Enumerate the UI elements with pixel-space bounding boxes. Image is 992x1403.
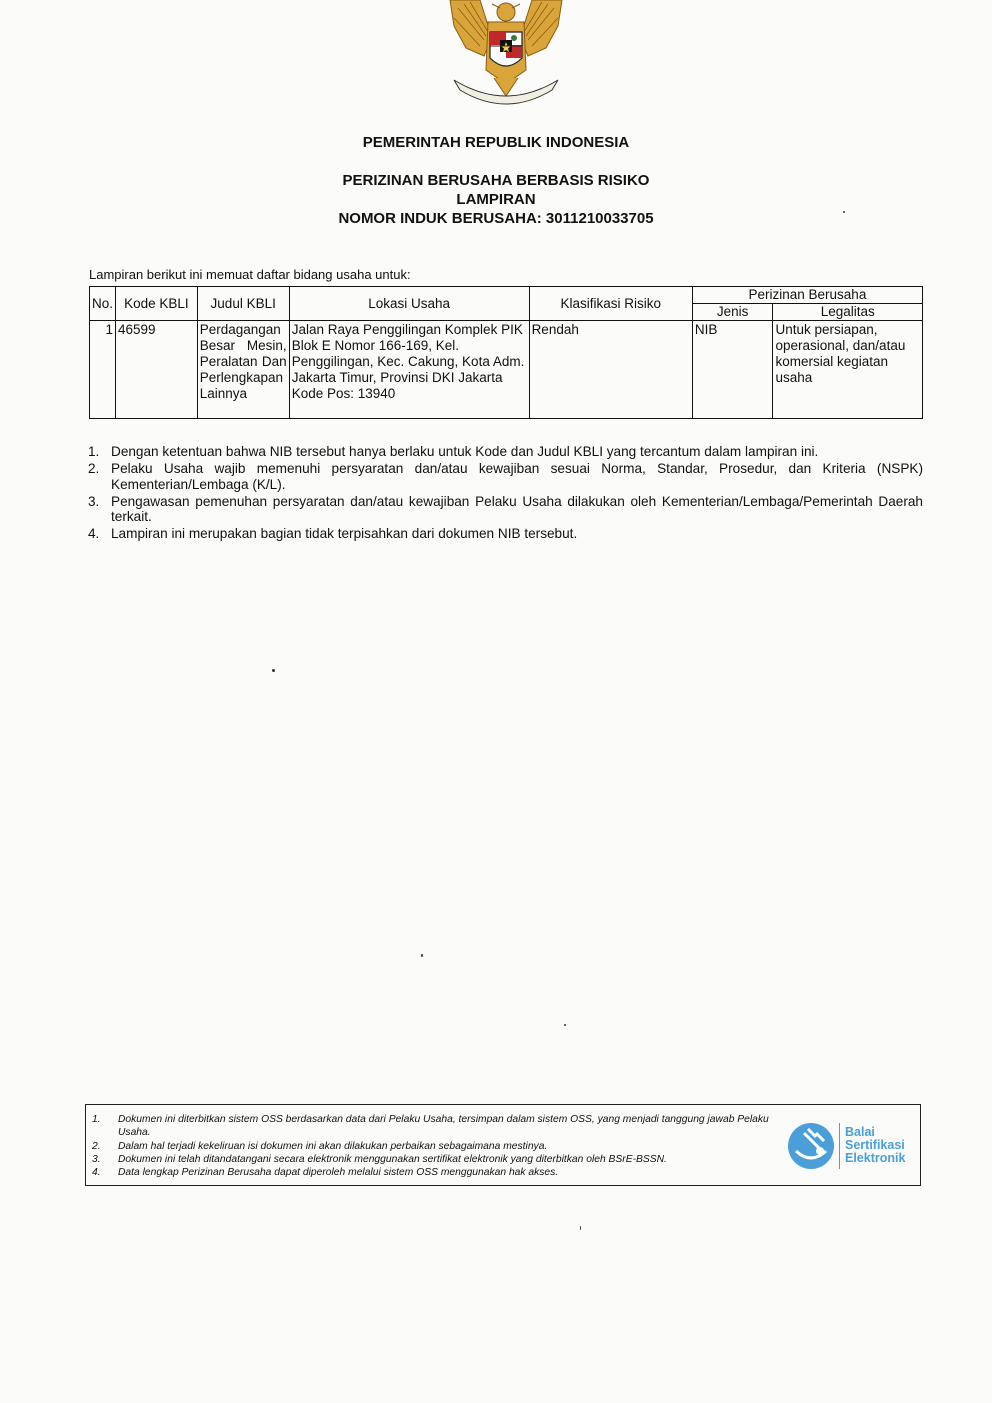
- note-number: 2.: [88, 461, 100, 476]
- cell-kode-kbli: 46599: [116, 321, 198, 419]
- bsre-logo-text: [845, 1126, 905, 1165]
- footer-disclaimer-box: [85, 1104, 921, 1186]
- header-perizinan-berusaha: Perizinan Berusaha: [692, 287, 922, 304]
- disclaimer-text: Dokumen ini telah ditandatangani secara elektronik menggunakan sertifikat elektronik yang diterbitkan oleh BSrE-BSSN.: [118, 1153, 667, 1165]
- kbli-table: [89, 286, 923, 419]
- garuda-pancasila-emblem: [440, 0, 572, 112]
- note-text: Pengawasan pemenuhan persyaratan dan/atau kewajiban Pelaku Usaha dilakukan oleh Kementerian/Lembaga/Pemerintah Daerah terkait.: [111, 493, 923, 524]
- scan-speck: [421, 954, 423, 957]
- disclaimer-number: 4.: [92, 1167, 101, 1179]
- header-klasifikasi-risiko: Klasifikasi Risiko: [529, 287, 692, 321]
- disclaimer-number: 1.: [92, 1114, 101, 1125]
- header-jenis: Jenis: [692, 304, 773, 321]
- note-number: 4.: [88, 526, 100, 541]
- bsre-line-2: Sertifikasi: [845, 1138, 905, 1152]
- disclaimer-text: Dalam hal terjadi kekeliruan isi dokumen ini akan dilakukan perbaikan sebagaimana mestinya.: [118, 1140, 548, 1152]
- note-text: Pelaku Usaha wajib memenuhi persyaratan dan/atau kewajiban sesuai Norma, Standar, Prosedur, dan Kriteria (NSPK) Kementerian/Lembaga (K/L).: [111, 461, 923, 492]
- list-item: [92, 1153, 782, 1166]
- header-lokasi-usaha: Lokasi Usaha: [289, 287, 529, 321]
- list-item: [88, 526, 923, 542]
- list-item: [92, 1113, 782, 1140]
- note-number: 1.: [88, 444, 100, 459]
- note-text: Lampiran ini merupakan bagian tidak terpisahkan dari dokumen NIB tersebut.: [111, 526, 578, 541]
- cell-no: 1: [90, 321, 116, 419]
- bsre-line-1: Balai: [845, 1125, 875, 1139]
- lokasi-kode-pos: Kode Pos: 13940: [291, 386, 396, 401]
- list-item: [88, 444, 923, 460]
- header-legalitas: Legalitas: [773, 304, 923, 321]
- cell-jenis: NIB: [692, 321, 773, 419]
- list-item: [92, 1140, 782, 1153]
- disclaimer-list: [92, 1113, 782, 1179]
- nib-number: NOMOR INDUK BERUSAHA: 3011210033705: [338, 210, 654, 227]
- list-item: [88, 494, 923, 525]
- table-intro: Lampiran berikut ini memuat daftar bidang usaha untuk:: [89, 267, 411, 282]
- scan-speck: [564, 1024, 566, 1026]
- cell-judul-kbli: Perdagangan Besar Mesin, Peralatan Dan Perlengkapan Lainnya: [197, 321, 289, 419]
- scan-speck: [580, 1226, 581, 1230]
- bsre-line-3: Elektronik: [845, 1151, 906, 1165]
- disclaimer-number: 3.: [92, 1153, 101, 1165]
- list-item: [88, 461, 923, 492]
- scan-speck: [272, 669, 275, 672]
- scan-speck: [843, 211, 845, 213]
- cell-lokasi-usaha: [289, 321, 529, 419]
- government-title: PEMERINTAH REPUBLIK INDONESIA: [362, 134, 630, 151]
- disclaimer-number: 2.: [92, 1140, 101, 1152]
- note-number: 3.: [88, 493, 100, 509]
- disclaimer-text: Data lengkap Perizinan Berusaha dapat diperoleh melalui sistem OSS menggunakan hak akses.: [118, 1167, 559, 1179]
- bsre-emblem-icon: [786, 1121, 836, 1171]
- bsre-divider: [839, 1123, 840, 1169]
- header-kode-kbli: Kode KBLI: [116, 287, 198, 321]
- document-subtitle: LAMPIRAN: [456, 191, 536, 208]
- header-judul-kbli: Judul KBLI: [197, 287, 289, 321]
- header-no: No.: [90, 287, 116, 321]
- bsre-logo: [786, 1119, 918, 1175]
- cell-legalitas: Untuk persiapan, operasional, dan/atau komersial kegiatan usaha: [773, 321, 923, 419]
- note-text: Dengan ketentuan bahwa NIB tersebut hanya berlaku untuk Kode dan Judul KBLI yang tercantum dalam lampiran ini.: [111, 444, 819, 459]
- disclaimer-text: Dokumen ini diterbitkan sistem OSS berdasarkan data dari Pelaku Usaha, tersimpan dalam sistem OSS, yang menjadi tanggung jawab Pelaku Usaha.: [118, 1114, 769, 1139]
- lokasi-address: Jalan Raya Penggilingan Komplek PIK Blok E Nomor 166-169, Kel. Penggilingan, Kec. Cakung, Kota Adm. Jakarta Timur, Provinsi DKI Jakarta: [291, 322, 525, 385]
- notes-list: [88, 444, 923, 543]
- cell-klasifikasi-risiko: Rendah: [529, 321, 692, 419]
- document-title: PERIZINAN BERUSAHA BERBASIS RISIKO: [342, 172, 650, 189]
- list-item: [92, 1166, 782, 1179]
- table-row: [90, 321, 923, 419]
